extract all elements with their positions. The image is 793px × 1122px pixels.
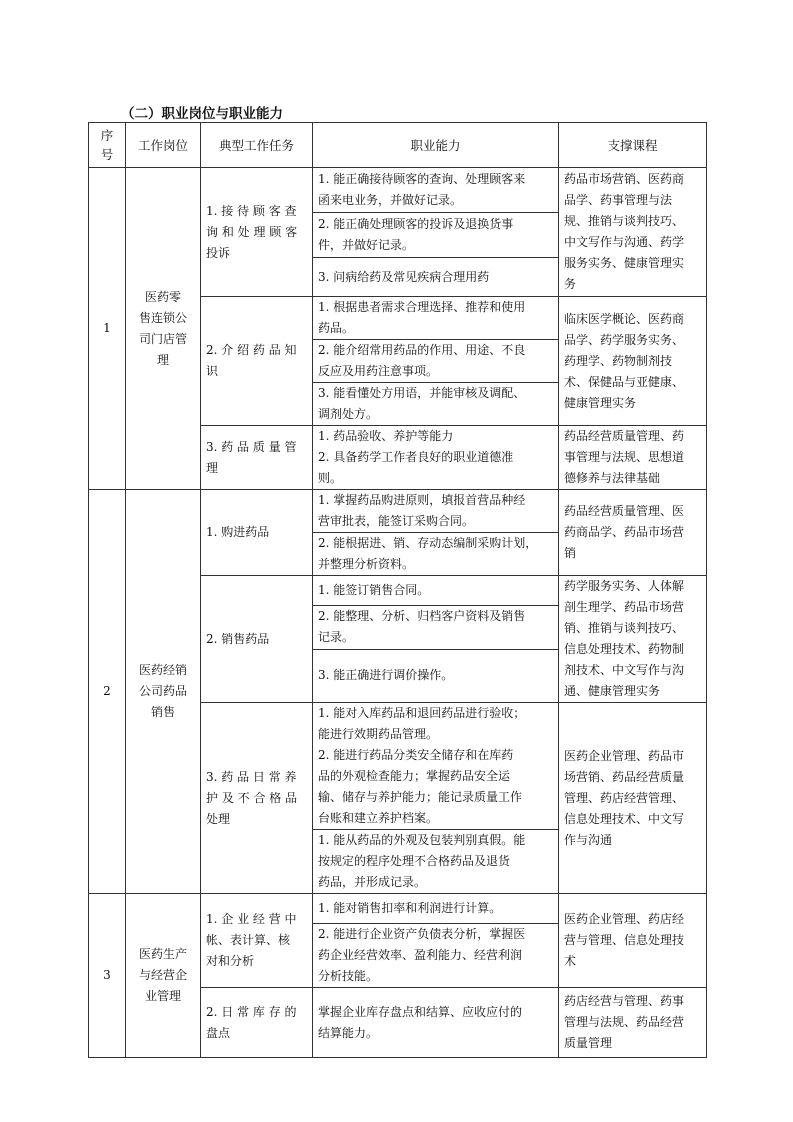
course-cell: 医药企业管理、药店经 营与管理、信息处理技 术 [559, 894, 707, 988]
course-cell: 药学服务实务、人体解 剖生理学、药品市场营 销、推销与谈判技巧、 信息处理技术、药物制 剂技术、中文写作与沟 通、健康管理实务 [559, 576, 707, 703]
task-cell: 3. 药 品 质 量 管 理 [201, 426, 313, 490]
position-cell: 医药生产 与经营企 业管理 [126, 894, 201, 1058]
course-cell: 药店经营与管理、药事 管理与法规、药品经营 质量管理 [559, 988, 707, 1058]
header-course: 支撑课程 [559, 123, 707, 168]
seq-cell: 1 [89, 168, 126, 490]
header-task: 典型工作任务 [201, 123, 313, 168]
header-position: 工作岗位 [126, 123, 201, 168]
ability-cell: 1. 掌握药品购进原则，填报首营品种经 营审批表，能签订采购合同。 [313, 490, 559, 533]
ability-cell: 1. 能对入库药品和退回药品进行验收； 能进行效期药品管理。 2. 能进行药品分类安全储存和在库药 品的外观检查能力；掌握药品安全运 输、储存与养护能力；能记录质量工作 台账和建立养护档案。 [313, 703, 559, 830]
seq-cell: 2 [89, 490, 126, 894]
ability-cell: 3. 能正确进行调价操作。 [313, 649, 559, 702]
table-row [89, 168, 707, 213]
course-cell: 医药企业管理、药品市 场营销、药品经营质量 管理、药店经营管理、 信息处理技术、中文写 作与沟通 [559, 703, 707, 894]
task-cell: 1. 接 待 顾 客 查 询 和 处 理 顾 客 投诉 [201, 168, 313, 297]
header-ability: 职业能力 [313, 123, 559, 168]
course-cell: 药品市场营销、医药商 品学、药事管理与法 规、推销与谈判技巧、 中文写作与沟通、药学 服务实务、健康管理实 务 [559, 168, 707, 297]
ability-cell: 1. 能签订销售合同。 [313, 576, 559, 606]
section-title: （二）职业岗位与职业能力 [121, 106, 283, 122]
ability-cell: 2. 能整理、分析、归档客户资料及销售 记录。 [313, 605, 559, 649]
ability-cell: 3. 能看懂处方用语，并能审核及调配、 调剂处方。 [313, 383, 559, 426]
ability-cell: 1. 能正确接待顾客的查询、处理顾客来 函来电业务，并做好记录。 [313, 168, 559, 213]
course-cell: 临床医学概论、医药商 品学、药学服务实务、 药理学、药物制剂技 术、保健品与亚健康、 健康管理实务 [559, 297, 707, 426]
header-seq: 序 号 [89, 123, 126, 168]
ability-cell: 1. 根据患者需求合理选择、推荐和使用 药品。 [313, 297, 559, 340]
table-header-row [89, 123, 707, 168]
ability-cell: 1. 能对销售扣率和利润进行计算。 [313, 894, 559, 924]
position-cell: 医药零 售连锁公 司门店管 理 [126, 168, 201, 490]
ability-cell: 2. 能介绍常用药品的作用、用途、不良 反应及用药注意事项。 [313, 340, 559, 383]
ability-cell: 1. 药品验收、养护等能力 2. 具备药学工作者良好的职业道德准 则。 [313, 426, 559, 490]
table-row [89, 490, 707, 533]
seq-cell: 3 [89, 894, 126, 1058]
task-cell: 1. 企 业 经 营 中 帐、表计算、核 对和分析 [201, 894, 313, 988]
task-cell: 1. 购进药品 [201, 490, 313, 576]
course-cell: 药品经营质量管理、医 药商品学、药品市场营 销 [559, 490, 707, 576]
table-row [89, 894, 707, 924]
task-cell: 2. 介 绍 药 品 知 识 [201, 297, 313, 426]
ability-cell: 1. 能从药品的外观及包装判别真假。能 按规定的程序处理不合格药品及退货 药品，并形成记录。 [313, 830, 559, 894]
task-cell: 2. 销售药品 [201, 576, 313, 703]
ability-cell: 3. 问病给药及常见疾病合理用药 [313, 258, 559, 297]
position-cell: 医药经销 公司药品 销售 [126, 490, 201, 894]
course-cell: 药品经营质量管理、药 事管理与法规、思想道 德修养与法律基础 [559, 426, 707, 490]
career-ability-table [88, 122, 707, 1058]
ability-cell: 掌握企业库存盘点和结算、应收应付的 结算能力。 [313, 988, 559, 1058]
ability-cell: 2. 能进行企业资产负债表分析，掌握医 药企业经营效率、盈利能力、经营利润 分析技能。 [313, 924, 559, 988]
task-cell: 3. 药 品 日 常 养 护 及 不 合 格 品 处理 [201, 703, 313, 894]
ability-cell: 2. 能正确处理顾客的投诉及退换货事 件，并做好记录。 [313, 213, 559, 258]
task-cell: 2. 日 常 库 存 的 盘点 [201, 988, 313, 1058]
ability-cell: 2. 能根据进、销、存动态编制采购计划， 并整理分析资料。 [313, 533, 559, 576]
